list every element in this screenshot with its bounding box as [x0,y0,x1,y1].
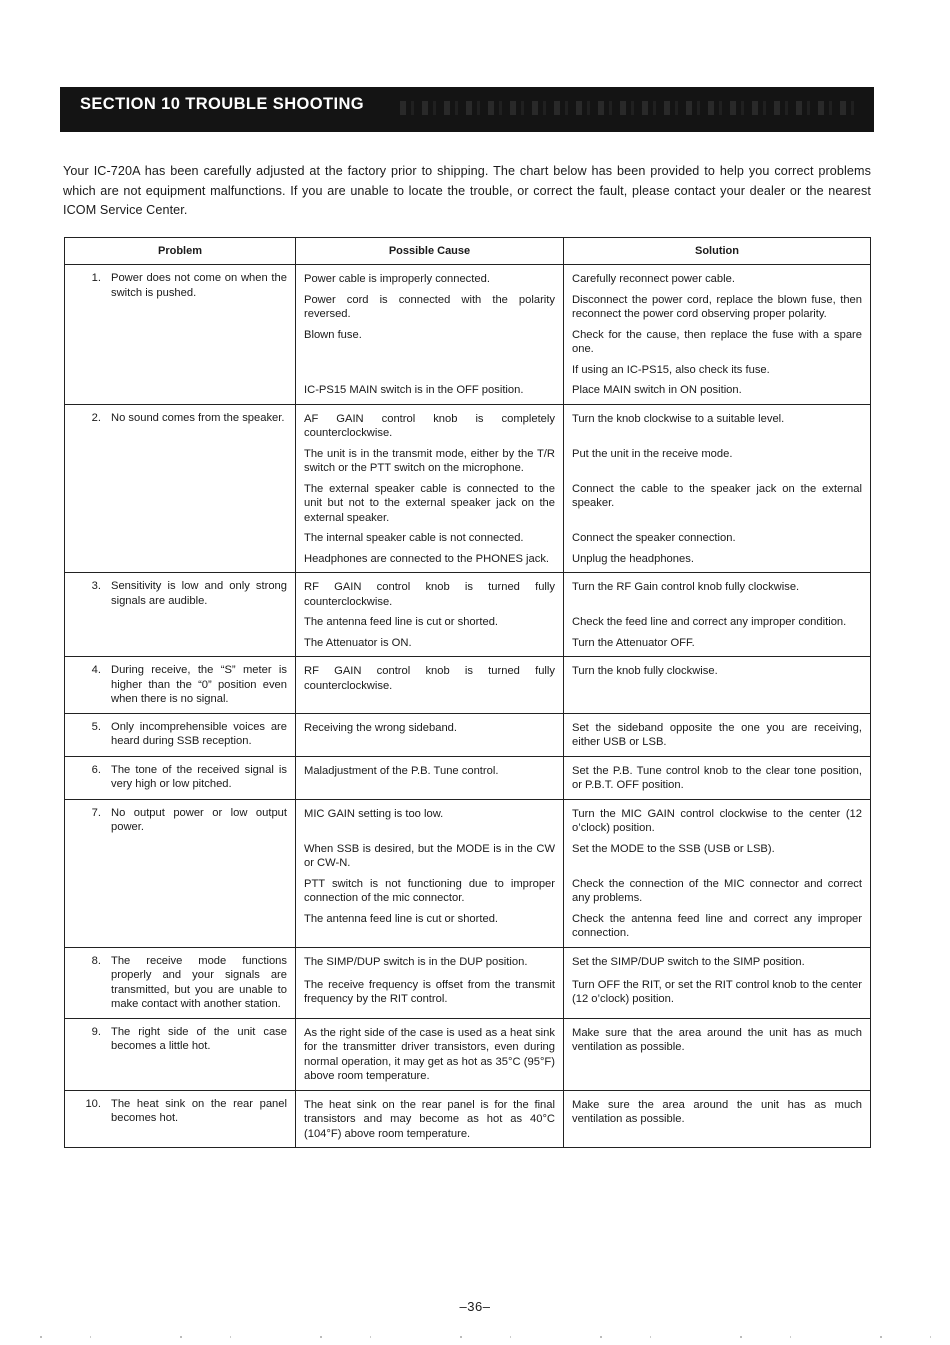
problem-cell [65,657,296,714]
possible-cause-cell: The antenna feed line is cut or shorted. [296,611,564,632]
problem-text: No output power or low output power. [111,806,287,833]
problem [73,1025,287,1054]
solution-cell: Check the antenna feed line and correct any improper connection. [564,908,871,948]
problem-cell [65,1018,296,1090]
problem [73,806,287,835]
solution-cell: Turn the knob fully clockwise. [564,657,871,714]
table-row [65,265,871,289]
problem-cell [65,799,296,947]
problem-number: 6. [91,763,101,776]
problem [73,271,287,300]
problem-number: 9. [91,1025,101,1038]
possible-cause-cell: AF GAIN control knob is completely counterclockwise. [296,404,564,443]
intro-paragraph: Your IC-720A has been carefully adjusted at the factory prior to shipping. The chart below has been provided to help you correct problems which are not equipment malfunctions. If you are unable to locate the trouble, or correct the fault, please contact your dealer or the nearest ICOM Service Center. [63,164,871,217]
problem [73,954,287,1012]
table-row [65,756,871,799]
possible-cause-cell [296,359,564,380]
problem-cell [65,404,296,573]
possible-cause-cell: RF GAIN control knob is turned fully counterclockwise. [296,573,564,612]
problem-text: During receive, the “S” meter is higher than the “0” position even when there is no signal. [111,664,287,705]
possible-cause-cell: The internal speaker cable is not connected. [296,527,564,548]
table-row [65,404,871,443]
problem-number: 5. [91,720,101,733]
problem-cell [65,573,296,657]
possible-cause-cell: Power cable is improperly connected. [296,265,564,289]
solution-cell: Carefully reconnect power cable. [564,265,871,289]
problem-text: No sound comes from the speaker. [111,411,285,424]
problem-number: 7. [91,806,101,819]
possible-cause-cell: The SIMP/DUP switch is in the DUP position. [296,947,564,974]
problem-number: 4. [91,664,101,676]
problem-number: 3. [91,580,101,592]
possible-cause-cell: IC-PS15 MAIN switch is in the OFF position. [296,379,564,404]
solution-cell: Put the unit in the receive mode. [564,443,871,478]
header-problem: Problem [65,238,296,265]
table-row [65,573,871,612]
problem-text: The right side of the unit case becomes a little hot. [111,1025,287,1052]
solution-cell: Place MAIN switch in ON position. [564,379,871,404]
possible-cause-cell: Blown fuse. [296,324,564,359]
solution-cell: Turn the RF Gain control knob fully clockwise. [564,573,871,612]
solution-cell: Check the feed line and correct any improper condition. [564,611,871,632]
problem [73,663,287,707]
solution-cell: If using an IC-PS15, also check its fuse. [564,359,871,380]
problem-text: Only incomprehensible voices are heard during SSB reception. [111,720,287,747]
solution-cell: Connect the speaker connection. [564,527,871,548]
section-banner [60,87,874,132]
possible-cause-cell: PTT switch is not functioning due to improper connection of the mic connector. [296,873,564,908]
solution-cell: Make sure that the area around the unit has as much ventilation as possible. [564,1018,871,1090]
page-number: –36– [459,1299,491,1314]
solution-cell: Set the P.B. Tune control knob to the clear tone position, or P.B.T. OFF position. [564,756,871,799]
possible-cause-cell: The unit is in the transmit mode, either by the T/R switch or the PTT switch on the microphone. [296,443,564,478]
trouble-shooting-table [64,237,871,1148]
section-title: SECTION 10 TROUBLE SHOOTING [80,95,364,113]
solution-cell: Set the sideband opposite the one you are receiving, either USB or LSB. [564,713,871,756]
possible-cause-cell: The heat sink on the rear panel is for the final transistors and may become as hot as 40°C (104°F) above room temperature. [296,1090,564,1148]
table-header-row [65,238,871,265]
table-row [65,947,871,974]
problem [73,763,287,792]
table-row [65,713,871,756]
solution-cell: Set the SIMP/DUP switch to the SIMP position. [564,947,871,974]
header-possible-cause: Possible Cause [296,238,564,265]
problem-cell [65,947,296,1018]
solution-cell: Turn OFF the RIT, or set the RIT control knob to the center (12 o’clock) position. [564,974,871,1018]
solution-cell: Set the MODE to the SSB (USB or LSB). [564,838,871,873]
header-solution: Solution [564,238,871,265]
scan-artifact [0,1336,950,1338]
banner-print-artifact [400,101,860,115]
table-body [65,265,871,1148]
possible-cause-cell: The receive frequency is offset from the transmit frequency by the RIT control. [296,974,564,1018]
problem-text: The heat sink on the rear panel becomes hot. [111,1097,287,1124]
possible-cause-cell: The antenna feed line is cut or shorted. [296,908,564,948]
solution-cell: Make sure the area around the unit has as much ventilation as possible. [564,1090,871,1148]
problem-number: 10. [85,1097,101,1110]
possible-cause-cell: Headphones are connected to the PHONES jack. [296,548,564,573]
possible-cause-cell: As the right side of the case is used as a heat sink for the transmitter driver transistors, even during normal operation, it may get as hot as 35°C (95°F) above room temperature. [296,1018,564,1090]
table-row [65,657,871,714]
solution-cell: Turn the Attenuator OFF. [564,632,871,657]
problem [73,720,287,749]
solution-cell: Turn the knob clockwise to a suitable level. [564,404,871,443]
table-row [65,1090,871,1148]
problem-cell [65,713,296,756]
solution-cell: Unplug the headphones. [564,548,871,573]
problem [73,579,287,608]
possible-cause-cell: When SSB is desired, but the MODE is in the CW or CW-N. [296,838,564,873]
problem-text: The tone of the received signal is very high or low pitched. [111,763,287,790]
problem-text: Sensitivity is low and only strong signals are audible. [111,580,287,607]
possible-cause-cell: Power cord is connected with the polarity reversed. [296,289,564,324]
solution-cell: Check the connection of the MIC connector and correct any problems. [564,873,871,908]
problem-cell [65,1090,296,1148]
table-row [65,799,871,838]
solution-cell: Turn the MIC GAIN control clockwise to the center (12 o’clock) position. [564,799,871,838]
possible-cause-cell: RF GAIN control knob is turned fully counterclockwise. [296,657,564,714]
possible-cause-cell: The Attenuator is ON. [296,632,564,657]
problem-text: Power does not come on when the switch is pushed. [111,272,287,299]
problem [73,411,287,426]
problem [73,1097,287,1126]
table-row [65,1018,871,1090]
problem-number: 1. [91,272,101,284]
possible-cause-cell: Receiving the wrong sideband. [296,713,564,756]
problem-cell [65,265,296,405]
solution-cell: Disconnect the power cord, replace the blown fuse, then reconnect the power cord observing proper polarity. [564,289,871,324]
possible-cause-cell: MIC GAIN setting is too low. [296,799,564,838]
problem-text: The receive mode functions properly and your signals are transmitted, but you are unable to make contact with another station. [111,954,287,1010]
problem-cell [65,756,296,799]
solution-cell: Check for the cause, then replace the fuse with a spare one. [564,324,871,359]
possible-cause-cell: Maladjustment of the P.B. Tune control. [296,756,564,799]
solution-cell: Connect the cable to the speaker jack on the external speaker. [564,478,871,528]
possible-cause-cell: The external speaker cable is connected to the unit but not to the external speaker jack on the external speaker. [296,478,564,528]
problem-number: 8. [91,954,101,967]
problem-number: 2. [91,411,101,424]
